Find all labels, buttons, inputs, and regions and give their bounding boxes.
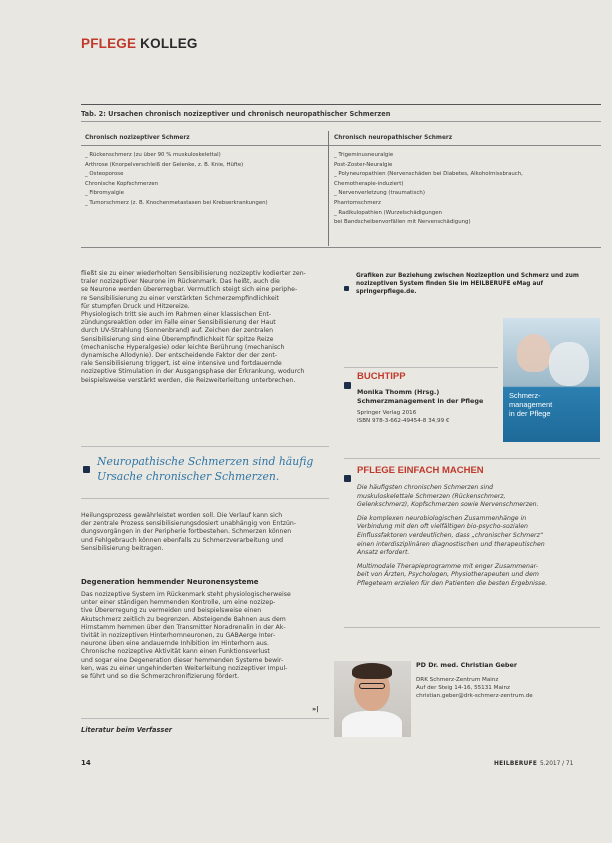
book-isbn: ISBN 978-3-662-49454-8 34,99 € <box>357 418 450 424</box>
table-cell: _ Fibromyalgie <box>85 190 124 197</box>
body-line: re Sensibilisierung zu einer verstärkten Schmerzempfindlichkeit <box>81 294 279 302</box>
body-line: Sensibilisierung sind eine Überempfindlichkeit für spitze Reize <box>81 335 274 343</box>
pflege-line: beit von Ärzten, Psychologen, Physiotherapeuten und dem <box>357 571 539 579</box>
quote-line: Ursache chronischer Schmerzen. <box>97 470 280 483</box>
body-line: rale Sensibilisierung triggert, ist eine intensive und fortdauernde <box>81 360 282 368</box>
table-rule <box>81 121 601 122</box>
table-bottom-rule <box>81 247 601 248</box>
note-icon <box>344 276 349 295</box>
body-line: Hirnstamm hemmen über den Transmitter Noradrenalin in der Ak- <box>81 623 286 631</box>
table-col2-header: Chronisch neuropathischer Schmerz <box>334 135 453 141</box>
pflege-text <box>357 484 597 589</box>
section-header: PFLEGE KOLLEG <box>81 36 198 51</box>
literatur-rule <box>81 718 329 719</box>
body-line: tivität in nozizeptiven Hinterhornneuronen, zu GABAerge Inter- <box>81 632 276 640</box>
book-details <box>357 409 449 425</box>
pflege-line: einen interdisziplinären diagnostischen und therapeutischen <box>357 540 545 548</box>
book-info <box>357 388 483 406</box>
body-line: tive Übererregung zu vermeiden und beispielsweise einen <box>81 607 262 615</box>
body-line: se Neurone werden übererregbar. Vermutlich steigt sich eine periphe- <box>81 286 298 294</box>
author-name: PD Dr. med. Christian Geber <box>416 661 517 669</box>
body-line: Physiologisch tritt sie auch im Rahmen einer klassischen Ent- <box>81 311 272 319</box>
body-line: (mechanische Hyperalgesie) oder leichte Berührung (mechanisch <box>81 343 285 351</box>
author-photo <box>334 661 411 737</box>
pflege-line: Die komplexen neurobiologischen Zusammenhänge in <box>357 514 527 522</box>
table-cell: _ Radikulopathien (Wurzelschädigungen <box>334 209 442 216</box>
book-publisher: Springer Verlag 2016 <box>357 410 417 416</box>
page-number: 14 <box>81 759 91 767</box>
body-line: se führt und so die Schmerzchronifizierung fördert. <box>81 673 240 681</box>
pflege-heading: PFLEGE EINFACH MACHEN <box>357 465 484 476</box>
body-line: traler nozizeptiver Neurone im Rückenmark. Das heißt, auch die <box>81 278 280 286</box>
pflege-line: muskuloskelettale Schmerzen (Rückenschmerz, <box>357 492 506 500</box>
pflege-line: Verbindung mit den oft vielfältigen bio-psycho-sozialen <box>357 523 528 531</box>
pflege-icon <box>344 467 351 486</box>
quote-rule-bottom <box>81 498 329 499</box>
book-icon <box>344 374 351 393</box>
body-line: durch UV-Strahlung (Sonnenbrand) auf. Zeichen der zentralen <box>81 327 274 335</box>
body-line: Heilungsprozess gewährleistet worden soll. Die Verlauf kann sich <box>81 512 283 519</box>
book-title: Schmerzmanagement in der Pflege <box>357 397 484 405</box>
body-line: für stumpfen Druck und Hitzereize. <box>81 302 190 310</box>
body-line: beispielsweise verstärkt werden, die Reizweiterleitung unterbrechen. <box>81 376 296 384</box>
table-cell: _ Nervenverletzung (traumatisch) <box>334 190 425 197</box>
table-cell: Post-Zoster-Neuralgie <box>334 161 393 168</box>
end-mark: »| <box>312 705 319 713</box>
body-line: zündungsreaktion oder im Falle einer Sensibilisierung der Haut <box>81 319 276 327</box>
table-cell: _ Rückenschmerz (zu über 90 % muskuloskelettal) <box>85 152 221 158</box>
body-line: Akutschmerz zeitlich zu begrenzen. Absteigende Bahnen aus dem <box>81 615 286 623</box>
book-cover-image <box>503 318 600 442</box>
body-line: Das nozizeptive System im Rückenmark steht physiologischerweise <box>81 591 291 598</box>
table-col1 <box>85 151 268 209</box>
table-col1-header: Chronisch nozizeptiver Schmerz <box>85 135 190 141</box>
author-email: christian.geber@drk-schmerz-zentrum.de <box>416 693 533 699</box>
body-line: Sensibilisierung beitragen. <box>81 544 164 552</box>
body-line: unter einer ständigen hemmenden Kontrolle, um eine nozizep- <box>81 599 276 607</box>
note-line: springerpflege.de. <box>356 289 417 295</box>
table-divider <box>328 131 329 246</box>
body-line: und Fehlgebrauch können ebenfalls zu Schmerzverarbeitung und <box>81 536 284 544</box>
pflege-rule <box>344 458 600 459</box>
body-text-top <box>81 270 329 385</box>
table-cell: _ Osteoporose <box>85 171 124 178</box>
body-text-bottom <box>81 591 329 681</box>
quote-rule-top <box>81 446 329 447</box>
table-col2 <box>334 151 523 228</box>
pflege-line: Gelenkschmerz), Kopfschmerzen sowie Nervenschmerzen. <box>357 501 539 509</box>
buchtipp-rule <box>344 367 498 368</box>
body-line: fließt sie zu einer wiederholten Sensibilisierung nozizeptiv kodierter zen- <box>81 270 306 277</box>
body-line: dungsvorgängen in der Peripherie fortbestehen. Schmerzen können <box>81 528 292 536</box>
table-cell: bei Bandscheibenvorfällen mit Nervenschädigung) <box>334 219 471 226</box>
body-line: nozizeptive Stimulation in der Ausgangsphase der Erkrankung, wodurch <box>81 368 305 376</box>
table-cell: Chronische Kopfschmerzen <box>85 180 159 187</box>
pull-quote <box>97 454 313 484</box>
subheading: Degeneration hemmender Neuronensysteme <box>81 578 259 586</box>
pflege-line: Ansatz erfordert. <box>357 549 410 557</box>
footer-journal: HEILBERUFE <box>494 761 538 767</box>
quote-icon <box>83 458 90 477</box>
table-top-rule <box>81 104 601 105</box>
pflege-line: Einflussfaktoren verdeutlichen, dass „chronischer Schmerz“ <box>357 531 544 539</box>
table-cell: _ Polyneuropathien (Nervenschäden bei Diabetes, Alkoholmissbrauch, <box>334 171 523 178</box>
buchtipp-heading: BUCHTIPP <box>357 371 406 382</box>
book-cover-title: Schmerz- management in der Pflege <box>509 391 553 418</box>
note-line: Grafiken zur Beziehung zwischen Nozizeption und Schmerz und zum <box>356 273 579 279</box>
table-caption: Tab. 2: Ursachen chronisch nozizeptiver und chronisch neuropathischer Schmerzen <box>81 110 391 118</box>
body-line: dynamische Allodynie). Der entscheidende Faktor der der zent- <box>81 352 278 360</box>
table-cell: _ Tumorschmerz (z. B. Knochenmetastasen bei Krebserkrankungen) <box>85 199 268 206</box>
body-line: und sogar eine Degeneration dieser hemmenden Systeme bewir- <box>81 656 284 664</box>
book-author: Monika Thomm (Hrsg.) <box>357 388 440 396</box>
table-cell: _ Trigeminusneuralgie <box>334 152 394 158</box>
table-head-rule <box>81 145 601 146</box>
body-line: neurone üben eine andauernde Inhibition im Hinterhorn aus. <box>81 640 269 648</box>
quote-line: Neuropathische Schmerzen sind häufig <box>97 455 314 468</box>
pflege-line: Die häufigsten chronischen Schmerzen sind <box>357 484 494 491</box>
author-rule <box>344 627 600 628</box>
author-line: DRK Schmerz-Zentrum Mainz <box>416 677 499 683</box>
author-info <box>416 676 533 700</box>
body-line: Chronische nozizeptive Aktivität kann einen Funktionsverlust <box>81 648 270 656</box>
pflege-line: Pflegeteam erzielen für den Patienten die besten Ergebnisse. <box>357 579 548 587</box>
body-line: ken, was zu einer ungehinderten Weiterleitung nozizeptiver Impul- <box>81 664 288 672</box>
table-cell: Phantomschmerz <box>334 199 381 206</box>
footer-issue: 5.2017 / 71 <box>540 761 574 767</box>
literatur-note: Literatur beim Verfasser <box>81 726 173 734</box>
author-line: Auf der Steig 14-16, 55131 Mainz <box>416 685 510 691</box>
grafiken-note <box>356 272 606 296</box>
table-cell: Chemotherapie-induziert) <box>334 180 404 187</box>
body-line: der zentrale Prozess sensibilisierungsdosiert unabhängig von Entzün- <box>81 520 297 528</box>
pflege-line: Multimodale Therapieprogramme mit enger Zusammenar- <box>357 562 539 570</box>
body-text-mid <box>81 512 329 553</box>
table-cell: Arthrose (Knorpelverschleiß der Gelenke, z. B. Knie, Hüfte) <box>85 161 244 168</box>
note-line: nozizeptiven System finden Sie im HEILBERUFE eMag auf <box>356 281 544 287</box>
